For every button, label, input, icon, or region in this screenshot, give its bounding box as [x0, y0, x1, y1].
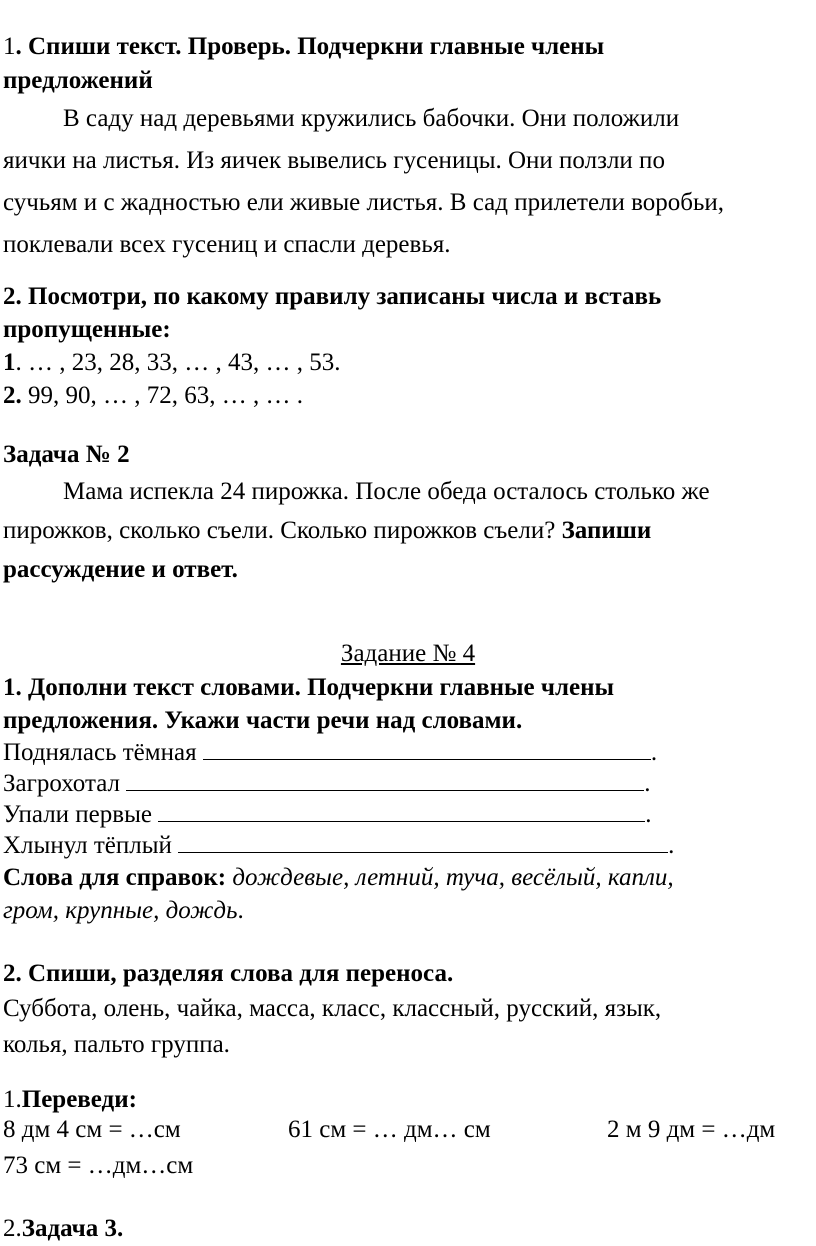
- task-4: [3, 637, 813, 927]
- exercise-1-title-cont: предложений: [3, 67, 153, 94]
- task-4-exercise-title: 1. Дополни текст словами. Подчеркни главные члены: [3, 674, 615, 701]
- answer-blank[interactable]: [178, 830, 668, 853]
- fill-in-line: Загрохотал .: [3, 770, 651, 797]
- task-2: [3, 438, 813, 589]
- number-sequence-2: 2. 99, 90, … , 72, 63, … , … .: [3, 382, 303, 409]
- paragraph-line: сучьям и с жадностью ели живые листья. В сад прилетели воробьи,: [3, 189, 725, 216]
- fill-in-line: Поднялась тёмная .: [3, 739, 658, 766]
- task-4-heading: Задание № 4: [340, 640, 476, 667]
- fill-in-line: Хлынул тёплый .: [3, 832, 675, 859]
- exercise-2: [3, 280, 813, 412]
- fill-in-line: Упали первые .: [3, 801, 652, 828]
- task-2-line: пирожков, сколько съели. Сколько пирожков съели? Запиши: [3, 517, 652, 544]
- exercise-1-title: [3, 30, 813, 64]
- exercise-translate: [3, 1083, 813, 1182]
- conversion-item: 2 м 9 дм = …дм: [607, 1116, 776, 1143]
- answer-blank[interactable]: [158, 799, 645, 822]
- split-line: Суббота, олень, чайка, масса, класс, классный, русский, язык,: [3, 995, 662, 1022]
- conversion-item: 61 см = … дм… см: [288, 1116, 491, 1143]
- paragraph-line: В саду над деревьями кружились бабочки. Они положили: [63, 105, 680, 132]
- answer-blank[interactable]: [126, 768, 644, 791]
- conversion-item: 8 дм 4 см = …см: [3, 1116, 181, 1143]
- paragraph-line: яички на листья. Из яичек вывелись гусеницы. Они ползли по: [3, 147, 665, 174]
- exercise-split-words: [3, 957, 813, 1063]
- task-2-line: Мама испекла 24 пирожка. После обеда осталось столько же: [63, 478, 710, 505]
- answer-blank[interactable]: [203, 737, 651, 760]
- split-title: 2. Спиши, разделяя слова для переноса.: [3, 960, 454, 987]
- exercise-title-line: . Спиши текст. Проверь. Подчеркни главные члены: [15, 33, 605, 60]
- split-line: колья, пальто группа.: [3, 1031, 230, 1058]
- exercise-2-title: 2. Посмотри, по какому правилу записаны числа и вставь: [3, 283, 662, 310]
- reference-words-cont: гром, крупные, дождь.: [3, 897, 244, 924]
- exercise-1: [3, 30, 813, 266]
- translate-title: 1.Переведи:: [3, 1086, 137, 1113]
- task-2-title: Задача № 2: [3, 441, 130, 468]
- task-2-line: рассуждение и ответ.: [3, 556, 238, 583]
- conversion-row: [3, 1116, 813, 1149]
- task-3-title: 2.Задача 3.: [3, 1215, 124, 1242]
- exercise-number: 1: [3, 33, 16, 60]
- conversion-item: 73 см = …дм…см: [3, 1152, 194, 1179]
- number-sequence-1: 1. … , 23, 28, 33, … , 43, … , 53.: [3, 349, 341, 376]
- exercise-2-title-cont: пропущенные:: [3, 316, 171, 343]
- task-3: [3, 1212, 813, 1246]
- worksheet-page: [3, 30, 813, 1246]
- reference-words: Слова для справок: дождевые, летний, туча, весёлый, капли,: [3, 864, 674, 891]
- paragraph-line: поклевали всех гусениц и спасли деревья.: [3, 231, 451, 258]
- task-4-exercise-title-cont: предложения. Укажи части речи над словами.: [3, 707, 523, 734]
